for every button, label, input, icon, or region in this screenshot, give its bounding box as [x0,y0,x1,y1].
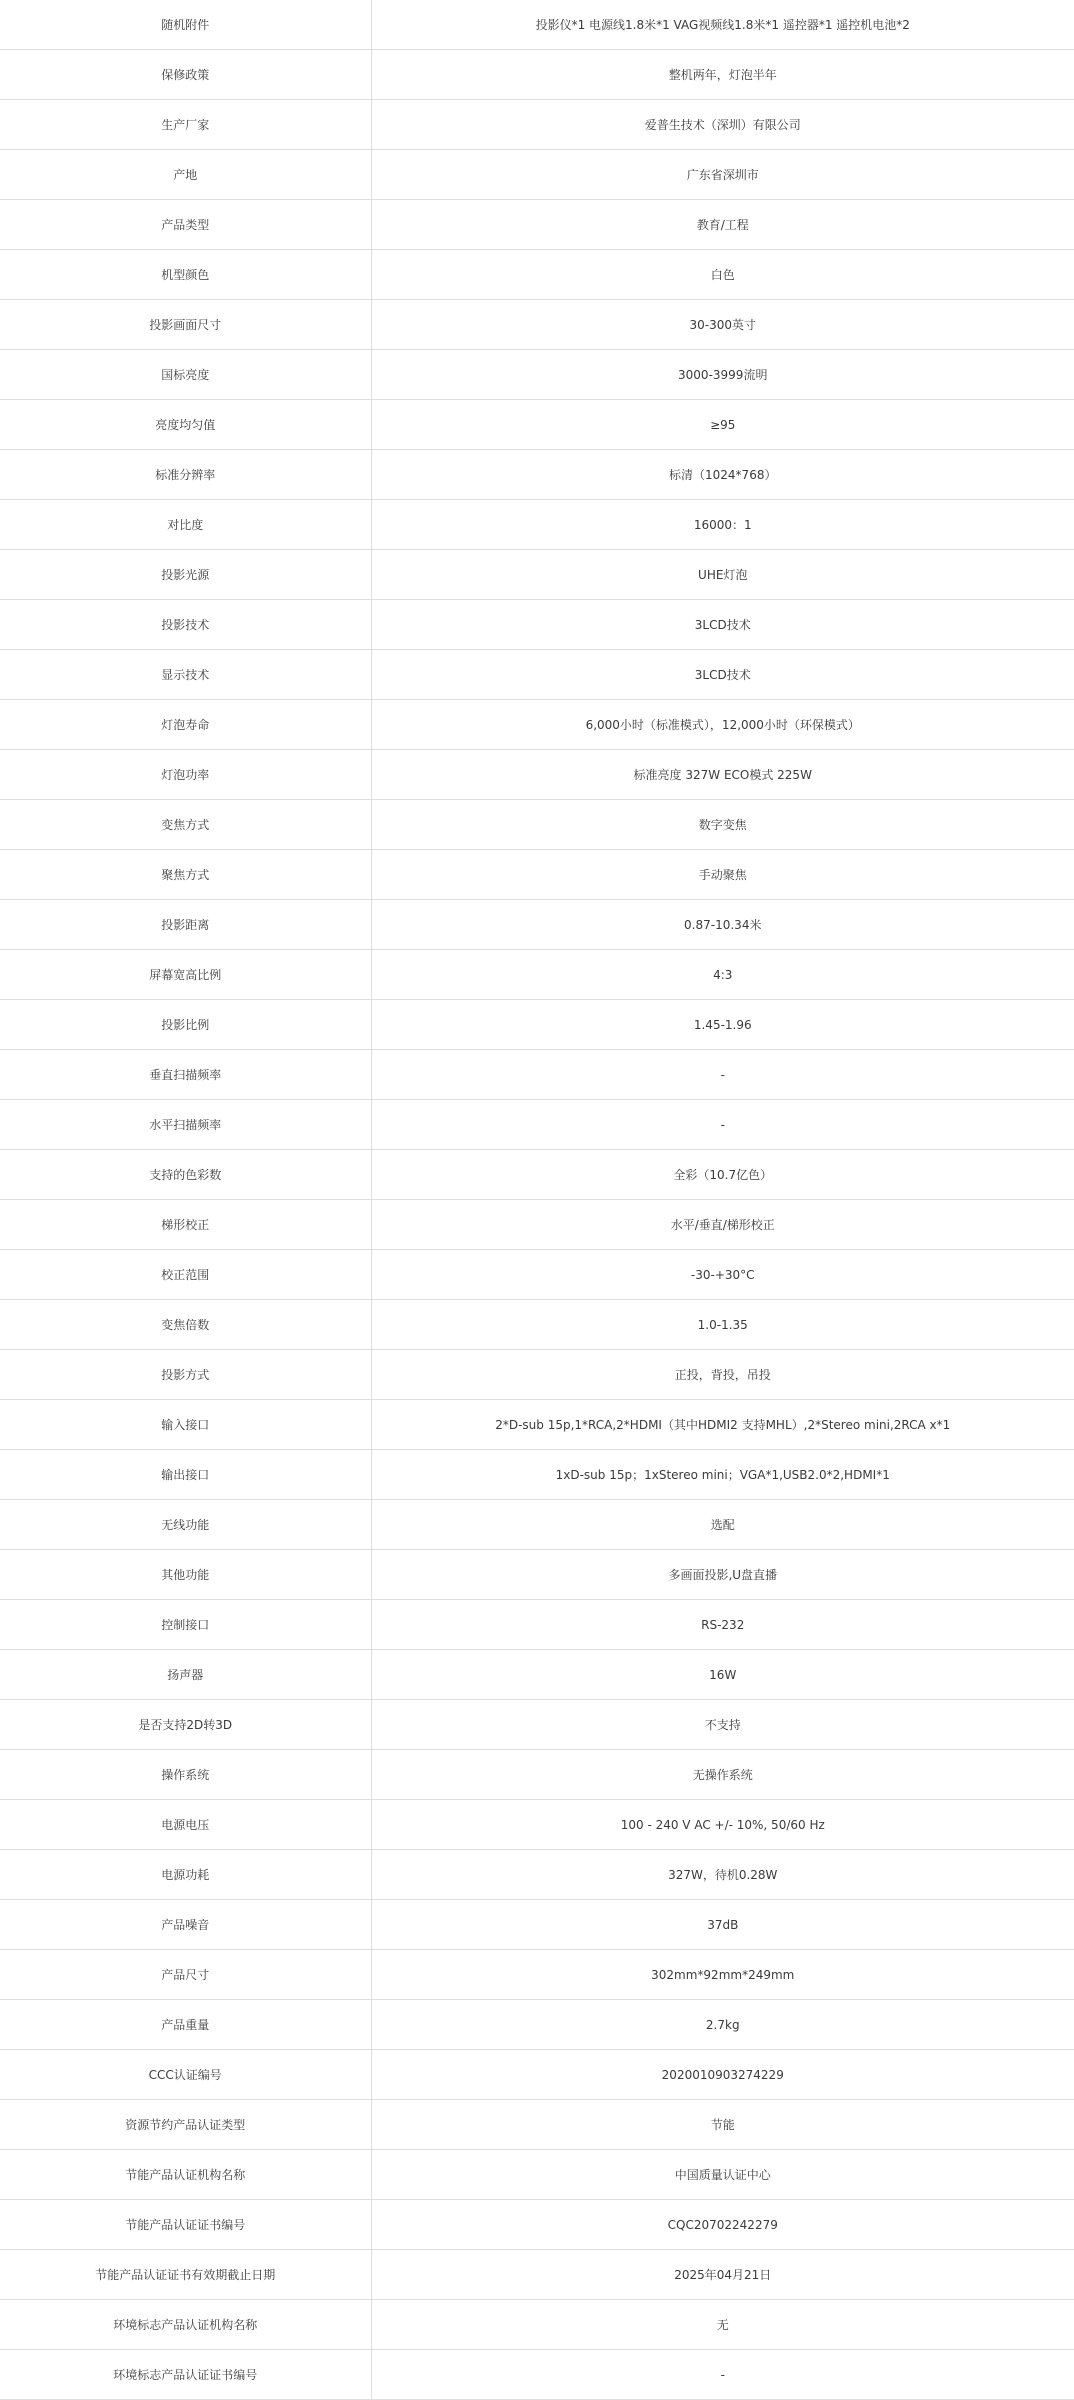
spec-row [0,1450,1074,1500]
spec-row [0,1850,1074,1900]
spec-value: 16000：1 [371,500,1074,550]
spec-value: 数字变焦 [371,800,1074,850]
spec-value: 0.87-10.34米 [371,900,1074,950]
spec-value: 37dB [371,1900,1074,1950]
spec-label: 屏幕宽高比例 [0,950,371,1000]
spec-value: 正投，背投，吊投 [371,1350,1074,1400]
spec-label: 国标亮度 [0,350,371,400]
spec-value: 不支持 [371,1700,1074,1750]
spec-row [0,1500,1074,1550]
spec-row [0,900,1074,950]
spec-label: 扬声器 [0,1650,371,1700]
spec-row [0,2100,1074,2150]
spec-value: 1.0-1.35 [371,1300,1074,1350]
spec-value: 手动聚焦 [371,850,1074,900]
spec-row [0,850,1074,900]
spec-row [0,200,1074,250]
spec-row [0,1700,1074,1750]
spec-row [0,1350,1074,1400]
spec-row [0,350,1074,400]
spec-row [0,1200,1074,1250]
spec-row [0,150,1074,200]
spec-label: 投影画面尺寸 [0,300,371,350]
spec-label: 投影方式 [0,1350,371,1400]
spec-row [0,2250,1074,2300]
spec-value: 全彩（10.7亿色） [371,1150,1074,1200]
spec-value: 1xD-sub 15p；1xStereo mini；VGA*1,USB2.0*2,HDMI*1 [371,1450,1074,1500]
spec-label: 梯形校正 [0,1200,371,1250]
spec-label: 水平扫描频率 [0,1100,371,1150]
spec-row [0,300,1074,350]
spec-row [0,750,1074,800]
spec-row [0,2300,1074,2350]
spec-row [0,1150,1074,1200]
spec-row [0,950,1074,1000]
spec-value: 3000-3999流明 [371,350,1074,400]
spec-label: 产品噪音 [0,1900,371,1950]
spec-value: -30-+30°C [371,1250,1074,1300]
spec-label: 灯泡功率 [0,750,371,800]
spec-label: 支持的色彩数 [0,1150,371,1200]
spec-label: 产品重量 [0,2000,371,2050]
spec-value: - [371,1050,1074,1100]
spec-row [0,2200,1074,2250]
spec-row [0,1000,1074,1050]
spec-label: 输入接口 [0,1400,371,1450]
spec-label: 电源功耗 [0,1850,371,1900]
spec-label: 校正范围 [0,1250,371,1300]
spec-label: 随机附件 [0,0,371,50]
spec-value: 1.45-1.96 [371,1000,1074,1050]
spec-label: 投影光源 [0,550,371,600]
spec-row [0,700,1074,750]
spec-value: 教育/工程 [371,200,1074,250]
spec-label: 产品尺寸 [0,1950,371,2000]
spec-label: 灯泡寿命 [0,700,371,750]
spec-value: 爱普生技术（深圳）有限公司 [371,100,1074,150]
spec-row [0,2350,1074,2400]
spec-value: ≥95 [371,400,1074,450]
spec-value: 2020010903274229 [371,2050,1074,2100]
spec-label: 机型颜色 [0,250,371,300]
spec-row [0,1400,1074,1450]
spec-row [0,1550,1074,1600]
spec-value: 2025年04月21日 [371,2250,1074,2300]
spec-row [0,600,1074,650]
spec-row [0,800,1074,850]
spec-value: 6,000小时（标准模式），12,000小时（环保模式） [371,700,1074,750]
spec-value: - [371,2350,1074,2400]
spec-row [0,550,1074,600]
spec-value: 整机两年，灯泡半年 [371,50,1074,100]
spec-row [0,1050,1074,1100]
spec-row [0,450,1074,500]
spec-value: UHE灯泡 [371,550,1074,600]
spec-label: 保修政策 [0,50,371,100]
spec-row [0,1600,1074,1650]
spec-label: 环境标志产品认证证书编号 [0,2350,371,2400]
spec-row [0,1100,1074,1150]
spec-value: 无 [371,2300,1074,2350]
spec-row [0,650,1074,700]
spec-row [0,100,1074,150]
spec-row [0,1650,1074,1700]
spec-label: 无线功能 [0,1500,371,1550]
spec-value: RS-232 [371,1600,1074,1650]
spec-value: 327W，待机0.28W [371,1850,1074,1900]
spec-label: 产地 [0,150,371,200]
spec-label: 节能产品认证机构名称 [0,2150,371,2200]
spec-label: 对比度 [0,500,371,550]
spec-row [0,0,1074,50]
spec-label: 资源节约产品认证类型 [0,2100,371,2150]
spec-label: 生产厂家 [0,100,371,150]
spec-label: 环境标志产品认证机构名称 [0,2300,371,2350]
spec-value: 投影仪*1 电源线1.8米*1 VAG视频线1.8米*1 遥控器*1 遥控机电池*2 [371,0,1074,50]
spec-label: 操作系统 [0,1750,371,1800]
spec-value: 广东省深圳市 [371,150,1074,200]
spec-label: 节能产品认证证书编号 [0,2200,371,2250]
spec-label: 聚焦方式 [0,850,371,900]
spec-label: 是否支持2D转3D [0,1700,371,1750]
spec-value: 中国质量认证中心 [371,2150,1074,2200]
spec-row [0,400,1074,450]
spec-row [0,50,1074,100]
spec-value: 2.7kg [371,2000,1074,2050]
spec-row [0,2150,1074,2200]
spec-row [0,250,1074,300]
spec-row [0,1950,1074,2000]
spec-label: 输出接口 [0,1450,371,1500]
spec-row [0,1750,1074,1800]
spec-value: CQC20702242279 [371,2200,1074,2250]
spec-label: 垂直扫描频率 [0,1050,371,1100]
spec-label: 控制接口 [0,1600,371,1650]
spec-value: 标准亮度 327W ECO模式 225W [371,750,1074,800]
spec-label: 显示技术 [0,650,371,700]
spec-label: 标准分辨率 [0,450,371,500]
spec-label: 亮度均匀值 [0,400,371,450]
spec-row [0,2050,1074,2100]
spec-value: 4:3 [371,950,1074,1000]
spec-label: 产品类型 [0,200,371,250]
spec-row [0,1250,1074,1300]
spec-row [0,1800,1074,1850]
spec-value: 水平/垂直/梯形校正 [371,1200,1074,1250]
spec-label: 节能产品认证证书有效期截止日期 [0,2250,371,2300]
spec-value: 标清（1024*768） [371,450,1074,500]
spec-value: 3LCD技术 [371,650,1074,700]
spec-label: 投影距离 [0,900,371,950]
spec-label: 投影比例 [0,1000,371,1050]
spec-value: 30-300英寸 [371,300,1074,350]
spec-value: 100 - 240 V AC +/- 10%, 50/60 Hz [371,1800,1074,1850]
spec-value: 节能 [371,2100,1074,2150]
spec-label: 变焦倍数 [0,1300,371,1350]
spec-value: 302mm*92mm*249mm [371,1950,1074,2000]
spec-label: 其他功能 [0,1550,371,1600]
spec-value: - [371,1100,1074,1150]
spec-value: 2*D-sub 15p,1*RCA,2*HDMI（其中HDMI2 支持MHL）,2*Stereo mini,2RCA x*1 [371,1400,1074,1450]
spec-value: 白色 [371,250,1074,300]
spec-row [0,500,1074,550]
spec-label: 电源电压 [0,1800,371,1850]
spec-label: CCC认证编号 [0,2050,371,2100]
spec-row [0,1900,1074,1950]
spec-value: 3LCD技术 [371,600,1074,650]
spec-value: 16W [371,1650,1074,1700]
spec-value: 选配 [371,1500,1074,1550]
spec-label: 变焦方式 [0,800,371,850]
spec-value: 无操作系统 [371,1750,1074,1800]
spec-value: 多画面投影,U盘直播 [371,1550,1074,1600]
spec-row [0,2000,1074,2050]
spec-label: 投影技术 [0,600,371,650]
spec-row [0,1300,1074,1350]
